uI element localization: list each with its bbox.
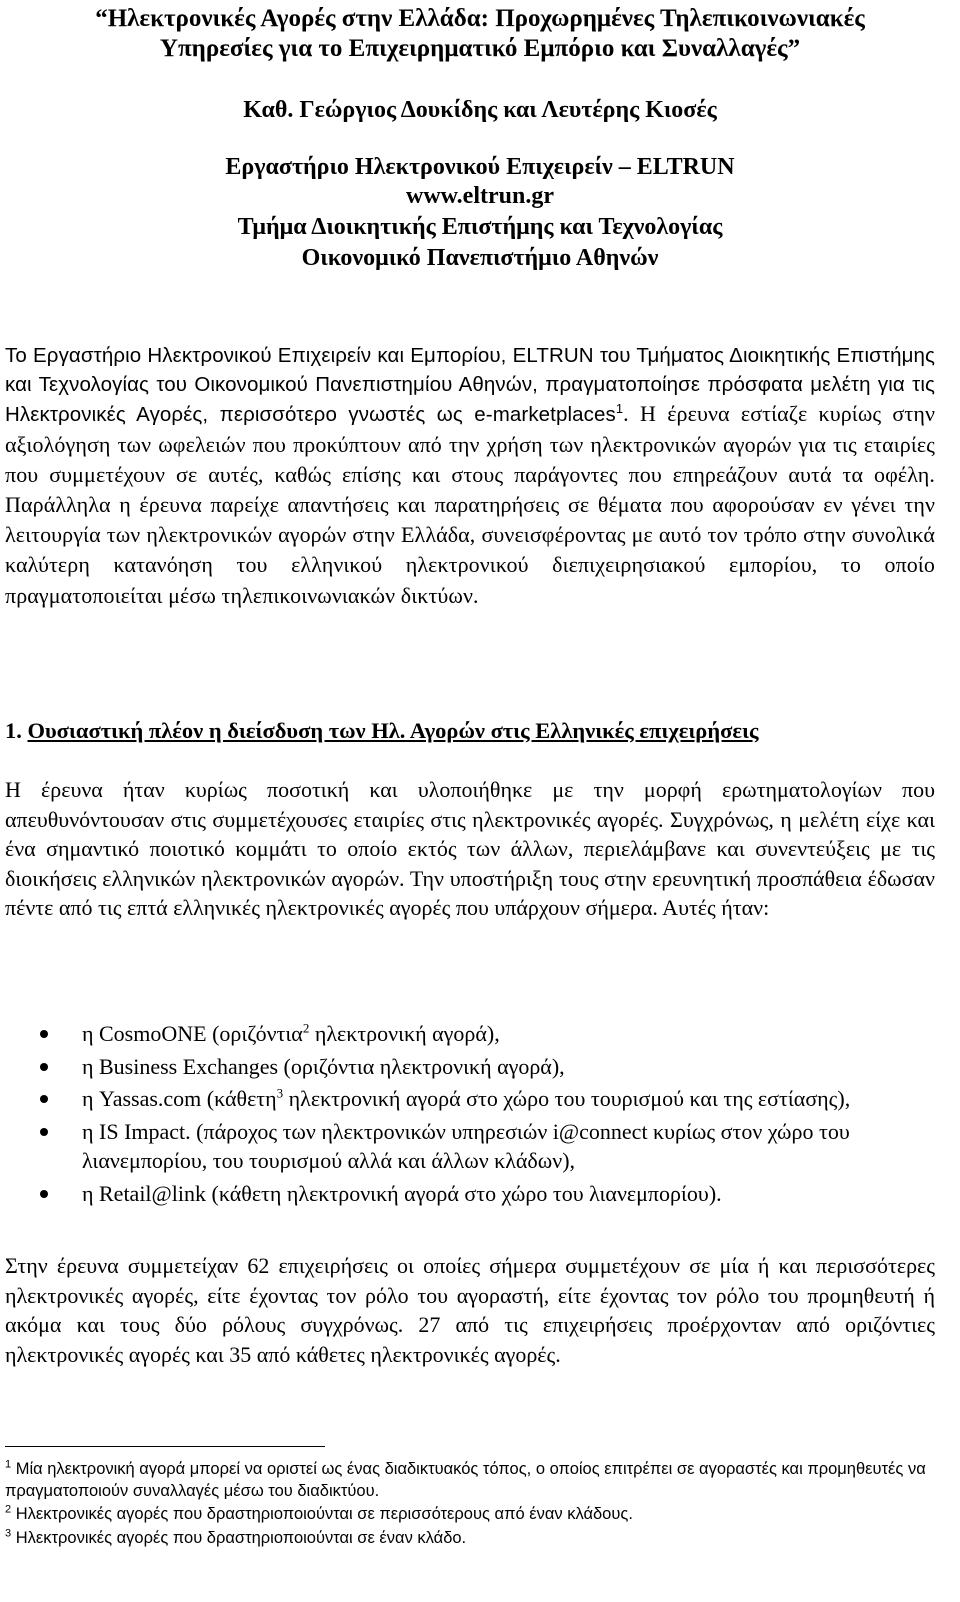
intro-paragraph: [5, 341, 935, 611]
section-paragraph: Η έρευνα ήταν κυρίως ποσοτική και υλοποιήθηκε με την μορφή ερωτηματολογίων που απευθυνόντουσαν στις συμμετέχουσες εταιρίες στις ηλεκτρονικές αγορές. Συγχρόνως, η μελέτη είχε και ένα σημαντικό ποιοτικό κομμάτι το οποίο εκτός των άλλων, περιελάμβανε και συνεντεύξεις με τις διοικήσεις ελληνικών ηλεκτρονικών αγορών. Την υποστήριξη τους στην ερευνητική προσπάθεια έδωσαν πέντε από τις επτά ελληνικές ηλεκτρονικές αγορές που υπάρχουν σήμερα. Αυτές ήταν:: [5, 777, 935, 920]
list-item-text: η CosmoONE (οριζόντια: [82, 1021, 303, 1046]
footnote-ref-1[interactable]: 1: [615, 401, 624, 417]
marketplace-list: [40, 1019, 935, 1211]
university: Οικονομικό Πανεπιστήμιο Αθηνών: [301, 245, 659, 271]
section-heading: [5, 716, 758, 746]
list-item: [40, 1117, 935, 1176]
bullet-icon: [40, 1128, 48, 1136]
authors: Καθ. Γεώργιος Δουκίδης και Λευτέρης Κιοσές: [243, 97, 717, 123]
list-item-text-cont: ηλεκτρονική αγορά στο χώρο του τουρισμού και της εστίασης),: [283, 1086, 851, 1111]
footnote-3: [5, 1528, 935, 1550]
list-item: [40, 1052, 935, 1082]
bullet-icon: [40, 1063, 48, 1071]
footnote-1: [5, 1459, 935, 1502]
title-line-1: “Ηλεκτρονικές Αγορές στην Ελλάδα: Προχωρημένες Τηλεπικοινωνιακές: [95, 5, 865, 32]
lab-name: Εργαστήριο Ηλεκτρονικού Επιχειρείν – ELTRUN: [225, 154, 735, 180]
bullet-icon: [40, 1095, 48, 1103]
list-item-text: η Yassas.com (κάθετη: [82, 1086, 277, 1111]
footnote-text: Ηλεκτρονικές αγορές που δραστηριοποιούνται σε περισσότερους από έναν κλάδους.: [15, 1505, 633, 1523]
footnote-number: 2: [5, 1503, 12, 1516]
intro-text-before: Το Εργαστήριο Ηλεκτρονικού Επιχειρείν και Εμπορίου, ELTRUN του Τμήματος Διοικητικής Επιστήμης και Τεχνολογίας του Οικονομικού Πανεπιστημίου Αθηνών, πραγματοποίησε πρόσφατα μελέτη για τις Ηλεκτρονικές Αγορές, περισσότερο γνωστές ως e-marketplaces: [5, 344, 935, 427]
closing-paragraph: Στην έρευνα συμμετείχαν 62 επιχειρήσεις οι οποίες σήμερα συμμετέχουν σε μία ή και περισσότερες ηλεκτρονικές αγορές, είτε έχοντας τον ρόλο του αγοραστή, είτε έχοντας τον ρόλο του προμηθευτή ή ακόμα και τους δύο ρόλους συγχρόνως. 27 από τις επιχειρήσεις προέρχονταν από οριζόντιες ηλεκτρονικές αγορές και 35 από κάθετες ηλεκτρονικές αγορές.: [5, 1253, 935, 1367]
bullet-icon: [40, 1190, 48, 1198]
footnote-separator: [5, 1446, 325, 1447]
list-item: [40, 1179, 935, 1209]
section-number: 1.: [5, 718, 28, 743]
bullet-icon: [40, 1030, 48, 1038]
list-item-text: η Business Exchanges (οριζόντια ηλεκτρονική αγορά),: [82, 1053, 565, 1079]
list-item-text-cont: ηλεκτρονική αγορά),: [309, 1021, 500, 1046]
footnote-2: [5, 1504, 935, 1526]
list-item-text: η IS Impact. (πάροχος των ηλεκτρονικών υπηρεσιών i@connect κυρίως στον χώρο του λιανεμπορίου, του τουρισμού αλλά και άλλων κλάδων),: [82, 1118, 850, 1173]
document-title: [0, 4, 960, 64]
footnote-ref-3[interactable]: 3: [276, 1085, 284, 1101]
list-item: [40, 1084, 935, 1114]
department: Τμήμα Διοικητικής Επιστήμης και Τεχνολογίας: [237, 214, 723, 240]
section-title: Ουσιαστική πλέον η διείσδυση των Ηλ. Αγορών στις Ελληνικές επιχειρήσεις: [27, 718, 759, 743]
footnote-text: Μία ηλεκτρονική αγορά μπορεί να οριστεί ως ένας διαδικτυακός τόπος, ο οποίος επιτρέπει σε αγοραστές και προμηθευτές να πραγματοποιούν συναλλαγές μέσω του διαδικτύου.: [5, 1460, 926, 1500]
list-item: [40, 1019, 935, 1049]
footnote-number: 3: [5, 1527, 12, 1539]
footnote-ref-2[interactable]: 2: [302, 1020, 310, 1036]
website-link[interactable]: www.eltrun.gr: [406, 183, 554, 209]
footnotes: [5, 1459, 935, 1551]
title-line-2: Υπηρεσίες για το Επιχειρηματικό Εμπόριο και Συναλλαγές”: [159, 35, 801, 62]
list-item-text: η Retail@link (κάθετη ηλεκτρονική αγορά στο χώρο του λιανεμπορίου).: [82, 1180, 722, 1206]
intro-text-after: . Η έρευνα εστίαζε κυρίως στην αξιολόγηση των ωφελειών που προκύπτουν από την χρήση των ηλεκτρονικών αγορών για τις εταιρίες που συμμετέχουν σε αυτές, καθώς επίσης και στους παράγοντες που επηρεάζουν αυτά τα οφέλη. Παράλληλα η έρευνα παρείχε απαντήσεις και παρατηρήσεις σε θέματα που αφορούσαν εν γένει την λειτουργία των ηλεκτρονικών αγορών στην Ελλάδα, συνεισφέροντας με αυτό τον τρόπο στην συνολικά καλύτερη κατανόηση του ελληνικού ηλεκτρονικού διεπιχειρησιακού εμπορίου, το οποίο πραγματοποιείται μέσω τηλεπικοινωνιακών δικτύων.: [5, 401, 935, 608]
footnote-number: 1: [5, 1458, 12, 1471]
footnote-text: Ηλεκτρονικές αγορές που δραστηριοποιούνται σε έναν κλάδο.: [15, 1528, 467, 1547]
